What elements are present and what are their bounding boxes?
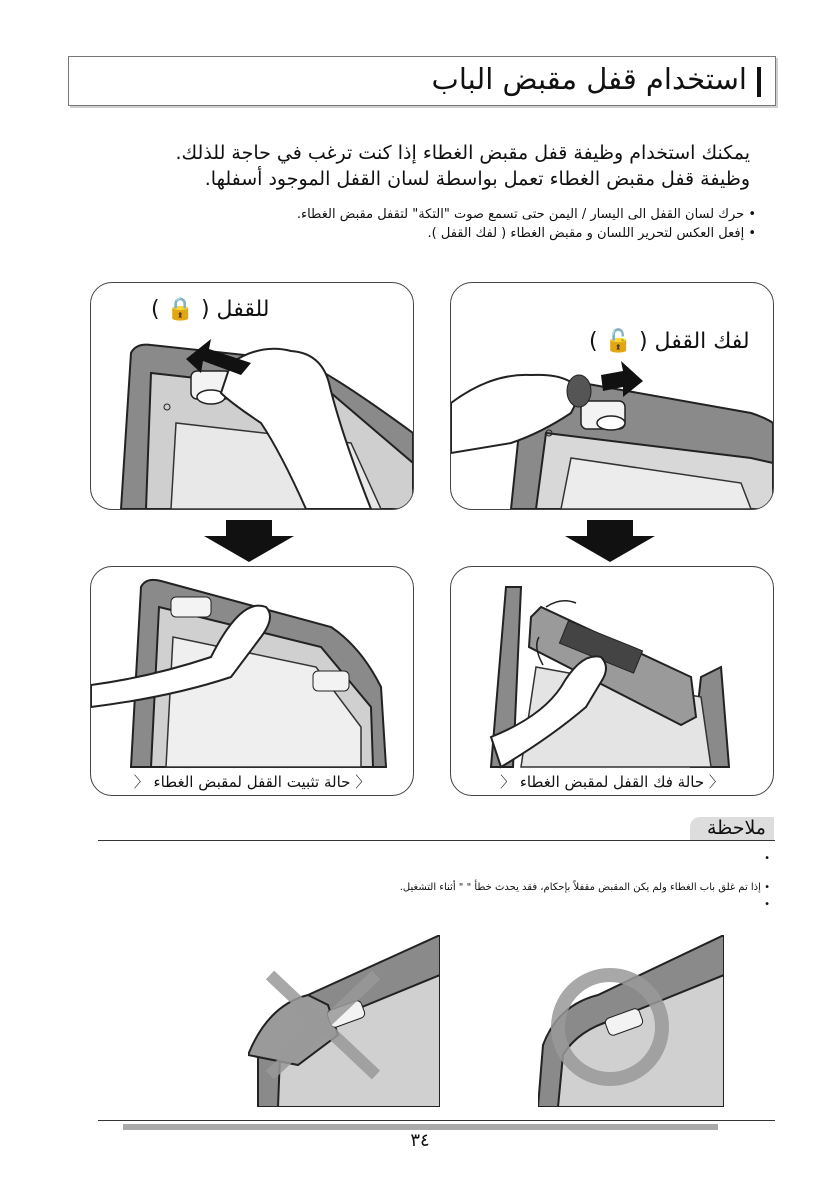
note-item: • إذا تم غلق باب الغطاء ولم يكن المقبض مقفلاً بإحكام، فقد يحدث خطأ " " أثناء التشغيل. bbox=[130, 879, 770, 896]
title-marker bbox=[757, 67, 761, 97]
unlocked-state-illustration bbox=[451, 567, 773, 795]
instruction-item: • حرك لسان القفل الى اليسار / اليمن حتى تسمع صوت "التكة" لتقفل مقبض الغطاء. bbox=[116, 205, 756, 224]
title-box bbox=[68, 56, 776, 106]
lock-label: للقفل ( 🔒 ) bbox=[151, 297, 270, 322]
down-arrow-icon bbox=[565, 520, 655, 562]
note-item bbox=[130, 896, 770, 913]
unlock-label: لفك القفل ( 🔓 ) bbox=[589, 329, 750, 354]
page-title: استخدام قفل مقبض الباب bbox=[431, 62, 747, 96]
lock-action-panel bbox=[90, 282, 414, 510]
correct-example-illustration bbox=[538, 935, 724, 1107]
incorrect-example-illustration bbox=[248, 935, 440, 1107]
locked-state-illustration bbox=[91, 567, 413, 795]
note-item bbox=[130, 850, 770, 867]
note-list bbox=[130, 850, 770, 913]
locked-caption: 〈 حالة تثبيت القفل لمقبض الغطاء 〈 bbox=[133, 773, 371, 791]
unlocked-caption: 〈 حالة فك القفل لمقبض الغطاء 〈 bbox=[500, 773, 724, 791]
down-arrow-icon bbox=[204, 520, 294, 562]
note-badge bbox=[690, 817, 774, 841]
intro-line: وظيفة قفل مقبض الغطاء تعمل بواسطة لسان القفل الموجود أسفلها. bbox=[204, 168, 750, 190]
unlocked-state-panel bbox=[450, 566, 774, 796]
instruction-list bbox=[116, 205, 756, 243]
unlock-illustration bbox=[451, 283, 773, 509]
instruction-item: • إفعل العكس لتحرير اللسان و مقبض الغطاء ( لفك القفل ). bbox=[116, 224, 756, 243]
intro-line: يمكنك استخدام وظيفة قفل مقبض الغطاء إذا كنت ترغب في حاجة للذلك. bbox=[175, 142, 750, 164]
note-title: ملاحظة bbox=[706, 817, 766, 839]
footer-divider bbox=[98, 1120, 775, 1121]
unlock-action-panel bbox=[450, 282, 774, 510]
locked-state-panel bbox=[90, 566, 414, 796]
note-divider bbox=[98, 840, 775, 841]
page-number: ٣٤ bbox=[410, 1130, 430, 1151]
intro-text bbox=[130, 140, 750, 192]
